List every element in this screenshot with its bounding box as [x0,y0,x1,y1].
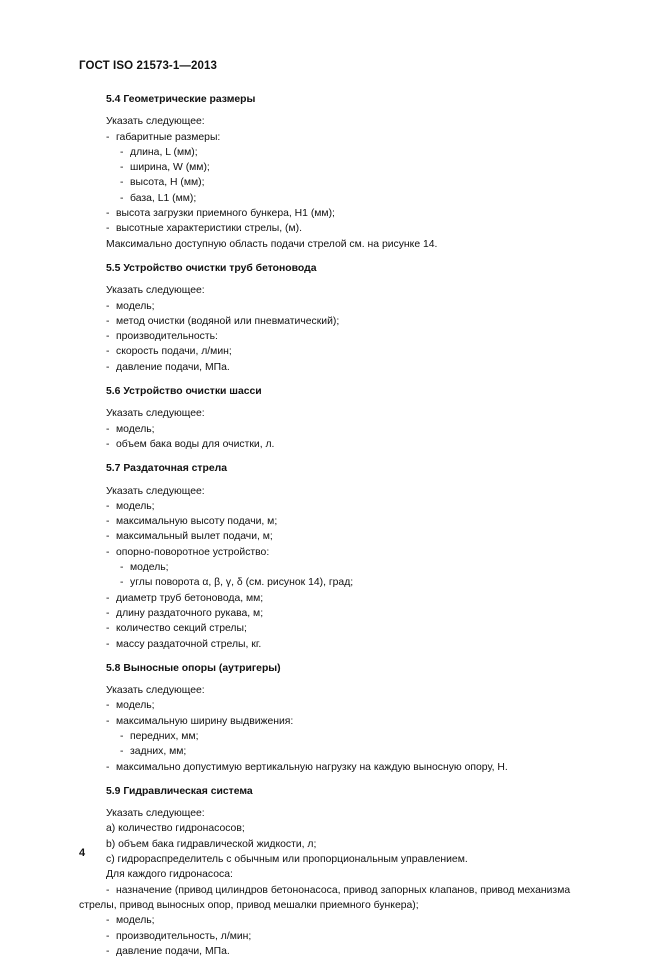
line-text: производительность: [116,331,218,343]
line-text: задних, мм; [130,746,187,758]
list-item [79,944,583,959]
bullet-dash: - [106,638,110,650]
bullet-dash: - [106,531,110,543]
line-text: длина, L (мм); [130,146,198,158]
line-text: высота, H (мм); [130,177,205,189]
line-text: Указать следующее: [106,685,205,697]
section [79,92,583,252]
list-item [79,621,583,636]
line-text: опорно-поворотное устройство: [116,546,270,558]
list-item [79,175,583,190]
list-item [79,344,583,359]
line-text: ширина, W (мм); [130,162,210,174]
line-text: габаритные размеры: [116,131,221,143]
paragraph-line [79,406,583,421]
paragraph-line [79,821,583,836]
document-code-header: ГОСТ ISO 21573-1—2013 [79,60,217,72]
page-number: 4 [79,847,86,859]
paragraph-line [79,852,583,867]
paragraph-line [79,484,583,499]
bullet-dash: - [106,131,110,143]
list-item [79,760,583,775]
section-heading: 5.4 Геометрические размеры [106,94,256,105]
line-text: максимальную высоту подачи, м; [116,516,278,528]
list-item [79,514,583,529]
line-text: количество секций стрелы; [116,623,247,635]
section [79,784,583,959]
bullet-dash: - [106,223,110,235]
line-text: высота загрузки приемного бункера, H1 (мм); [116,208,335,220]
bullet-dash: - [106,915,110,927]
line-text: длину раздаточного рукава, м; [116,607,264,619]
section-heading: 5.8 Выносные опоры (аутригеры) [106,662,281,674]
bullet-dash: - [106,715,110,727]
line-text: максимальный вылет подачи, м; [116,531,273,543]
line-text: метод очистки (водяной или пневматический); [116,315,340,327]
line-text: производительность, л/мин; [116,930,252,942]
list-item [79,206,583,221]
bullet-dash: - [106,208,110,220]
bullet-dash: - [106,592,110,604]
line-text: максимально допустимую вертикальную нагрузку на каждую выносную опору, Н. [116,761,508,773]
list-item [79,130,583,145]
section [79,661,583,775]
bullet-dash: - [120,730,124,742]
list-item [79,591,583,606]
bullet-dash: - [120,192,124,204]
section [79,384,583,452]
paragraph-line [79,837,583,852]
list-item [79,714,583,729]
document-body [79,92,583,968]
bullet-dash: - [106,546,110,558]
bullet-dash: - [106,500,110,512]
line-text: углы поворота α, β, γ, δ (см. рисунок 14), град; [130,577,354,589]
list-item [79,606,583,621]
list-item [79,575,583,590]
section [79,461,583,652]
list-item [79,560,583,575]
list-item [79,221,583,236]
section [79,261,583,375]
line-text: скорость подачи, л/мин; [116,346,232,358]
section-heading: 5.9 Гидравлическая система [106,785,253,797]
list-item [79,913,583,928]
list-item [79,191,583,206]
line-text: модель; [116,500,155,512]
bullet-dash: - [120,746,124,758]
section-heading: 5.7 Раздаточная стрела [106,463,228,475]
paragraph-line [79,114,583,129]
line-text: стрелы, привод выносных опор, привод мешалки приемного бункера); [79,899,419,911]
paragraph-line [79,806,583,821]
line-text: Указать следующее: [106,808,205,820]
bullet-dash: - [106,930,110,942]
bullet-dash: - [106,438,110,450]
list-item [79,744,583,759]
bullet-dash: - [106,331,110,343]
line-text: модель; [116,915,155,927]
line-text: Максимально доступную область подачи стрелой см. на рисунке 14. [106,238,438,250]
section-heading: 5.5 Устройство очистки труб бетоновода [106,262,317,274]
line-text: диаметр труб бетоновода, мм; [116,592,264,604]
line-text: модель; [116,423,155,435]
list-item [79,329,583,344]
list-item [79,360,583,375]
line-text: Указать следующее: [106,285,205,297]
bullet-dash: - [120,177,124,189]
line-text: база, L1 (мм); [130,192,197,204]
bullet-dash: - [120,146,124,158]
line-text: Указать следующее: [106,485,205,497]
section-heading: 5.6 Устройство очистки шасси [106,386,262,398]
line-text: давление подачи, МПа. [116,361,230,373]
list-item [79,545,583,560]
line-text: модель; [116,300,155,312]
bullet-dash: - [106,516,110,528]
bullet-dash: - [106,623,110,635]
bullet-dash: - [106,761,110,773]
line-text: давление подачи, МПа. [116,945,230,957]
line-text: назначение (привод цилиндров бетононасоса, привод запорных клапанов, привод механизма [116,884,571,896]
list-item [79,529,583,544]
paragraph-line [79,283,583,298]
line-text: Указать следующее: [106,408,205,420]
line-text: c) гидрораспределитель с обычным или пропорциональным управлением. [106,854,468,866]
line-text: модель; [130,562,169,574]
line-text: передних, мм; [130,730,199,742]
bullet-dash: - [106,315,110,327]
paragraph-line [79,683,583,698]
line-text: максимальную ширину выдвижения: [116,715,294,727]
line-text: b) объем бака гидравлической жидкости, л; [106,838,317,850]
list-item [79,145,583,160]
line-text: высотные характеристики стрелы, (м). [116,223,302,235]
line-text: Для каждого гидронасоса: [106,869,233,881]
list-item [79,883,583,898]
list-item [79,637,583,652]
bullet-dash: - [106,607,110,619]
bullet-dash: - [106,700,110,712]
bullet-dash: - [106,945,110,957]
line-text: a) количество гидронасосов; [106,823,245,835]
list-item [79,698,583,713]
paragraph-line [79,867,583,882]
list-item [79,422,583,437]
bullet-dash: - [120,577,124,589]
paragraph-line [79,898,583,913]
paragraph-line [79,237,583,252]
list-item [79,160,583,175]
line-text: модель; [116,700,155,712]
bullet-dash: - [120,562,124,574]
bullet-dash: - [120,162,124,174]
list-item [79,299,583,314]
bullet-dash: - [106,346,110,358]
bullet-dash: - [106,884,110,896]
line-text: Указать следующее: [106,116,205,128]
list-item [79,729,583,744]
bullet-dash: - [106,361,110,373]
list-item [79,499,583,514]
bullet-dash: - [106,423,110,435]
list-item [79,437,583,452]
line-text: объем бака воды для очистки, л. [116,438,275,450]
bullet-dash: - [106,300,110,312]
line-text: массу раздаточной стрелы, кг. [116,638,262,650]
list-item [79,929,583,944]
list-item [79,314,583,329]
